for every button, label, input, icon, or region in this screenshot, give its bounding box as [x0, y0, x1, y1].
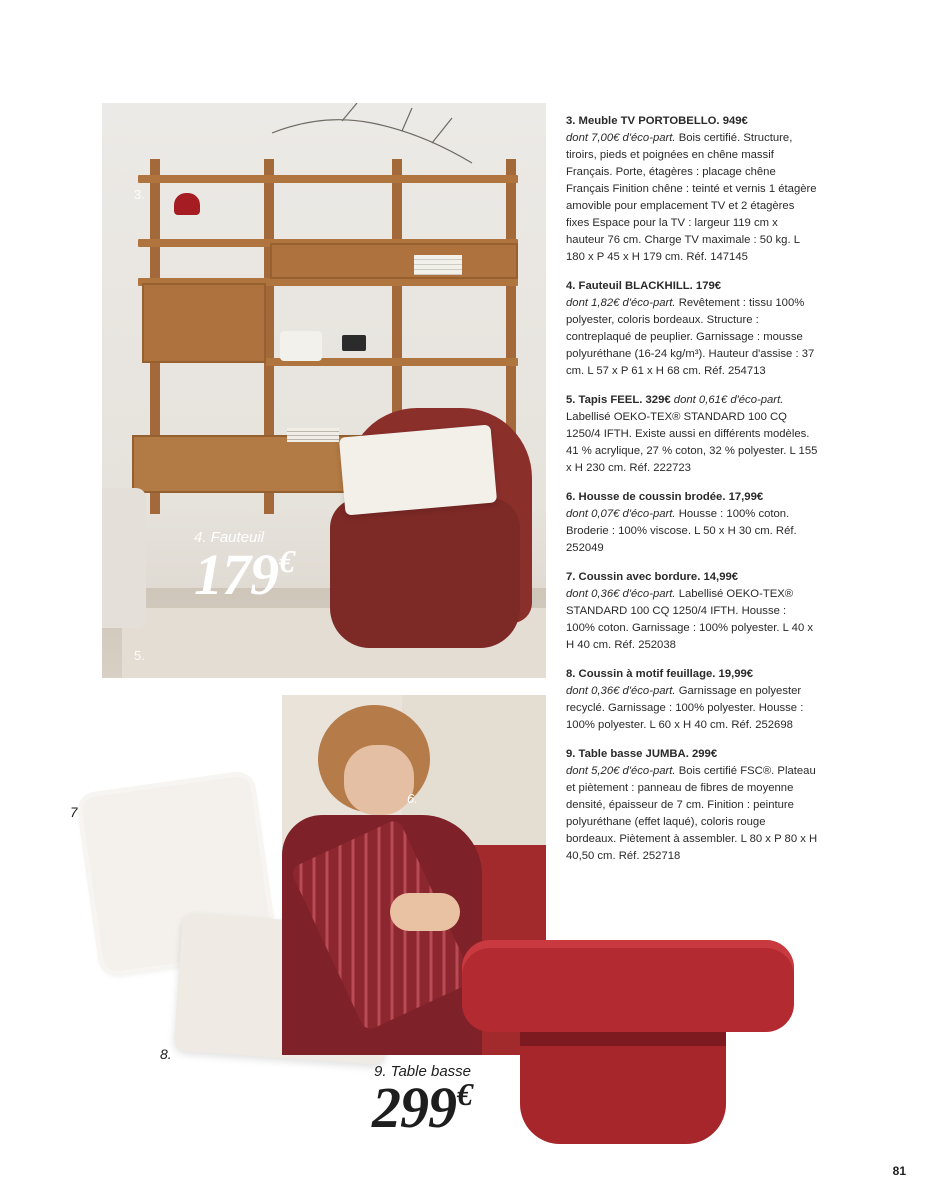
entry-eco-part: dont 0,07€ d'éco-part.	[566, 508, 676, 520]
child-face	[344, 745, 414, 815]
entry-title: 4. Fauteuil BLACKHILL. 179€	[566, 280, 722, 292]
entry-rug	[566, 392, 818, 477]
hand	[390, 893, 460, 931]
page-number: 81	[892, 1164, 906, 1178]
entry-desc: Housse : 100% coton. Broderie : 100% viscose. L 50 x H 30 cm. Réf. 252049	[566, 508, 797, 554]
entry-desc: Labellisé OEKO-TEX® STANDARD 100 CQ 1250/4 IFTH. Housse : 100% coton. Garnissage : 100% polyester. L 40 x H 40 cm. Réf. 252038	[566, 588, 814, 651]
entry-eco-part: dont 7,00€ d'éco-part.	[566, 132, 676, 144]
entry-coffee-table	[566, 746, 818, 865]
promo-table-label: 9. Table basse	[374, 1063, 472, 1080]
entry-title: 5. Tapis FEEL. 329€	[566, 394, 671, 406]
books	[287, 428, 339, 442]
item-label-3: 3.	[134, 187, 145, 202]
entry-desc: Revêtement : tissu 100% polyester, coloris bordeaux. Structure : contreplaqué de peuplier. Garnissage : mousse polyuréthane (16-24 kg/m³). Hauteur d'assise : 37 cm. L 57 x P 61 x H 68 cm. Réf. 254713	[566, 297, 815, 377]
entry-eco-part: dont 0,36€ d'éco-part.	[566, 588, 676, 600]
product-descriptions	[566, 113, 818, 877]
shelf-board	[138, 175, 518, 183]
entry-eco-part: dont 0,36€ d'éco-part.	[566, 685, 676, 697]
entry-title: 7. Coussin avec bordure. 14,99€	[566, 571, 739, 583]
entry-cushion-cover	[566, 489, 818, 557]
branch-decoration	[262, 103, 482, 173]
decor-box	[280, 331, 322, 361]
entry-leaf-cushion	[566, 666, 818, 734]
entry-title: 9. Table basse JUMBA. 299€	[566, 748, 718, 760]
entry-desc: Bois certifié FSC®. Plateau et piètement : panneau de fibres de moyenne densité, épaisseur de 7 cm. Finition : peinture polyuréthane (effet laqué), coloris rouge bordeaux. Piètement à assembler. L 80 x P 80 x H 40,50 cm. Réf. 252718	[566, 765, 818, 862]
entry-desc: Bois certifié. Structure, tiroirs, pieds et poignées en chêne massif Français. Porte, étagères : placage chêne Français Finition chêne : teinté et vernis 1 étagère amovible pour emplacement TV et 2 étagères fixes Espace pour la TV : largeur 119 cm x hauteur 76 cm. Charge TV maximale : 50 kg. L 180 x P 45 x H 179 cm. Réf. 147145	[566, 132, 817, 263]
entry-desc: Garnissage en polyester recyclé. Garnissage : 100% polyester. Housse : 100% polyester. L 60 x H 40 cm. Réf. 252698	[566, 685, 804, 731]
tv-console	[132, 435, 362, 493]
entry-tv-unit	[566, 113, 818, 266]
entry-eco-part: dont 5,20€ d'éco-part.	[566, 765, 676, 777]
entry-title: 8. Coussin à motif feuillage. 19,99€	[566, 668, 754, 680]
entry-border-cushion	[566, 569, 818, 654]
item-label-8: 8.	[160, 1046, 172, 1062]
armchair-seat	[330, 498, 520, 648]
entry-armchair	[566, 278, 818, 380]
entry-title: 6. Housse de coussin brodée. 17,99€	[566, 491, 764, 503]
item-label-6: 6.	[407, 791, 418, 806]
camera	[342, 335, 366, 351]
shelf-cabinet-door	[142, 283, 266, 363]
coffee-table-top	[462, 940, 794, 1032]
living-room-photo	[102, 103, 546, 678]
entry-eco-part: dont 0,61€ d'éco-part.	[670, 394, 784, 406]
entry-eco-part: dont 1,82€ d'éco-part.	[566, 297, 676, 309]
promo-armchair-label: 4. Fauteuil	[194, 529, 265, 546]
entry-desc: Labellisé OEKO-TEX® STANDARD 100 CQ 1250/4 IFTH. Existe aussi en différents modèles. 41 % acrylique, 27 % coton, 32 % polyester. L 155 x H 230 cm. Réf. 222723	[566, 411, 818, 474]
promo-table-price: 299€	[372, 1075, 472, 1140]
item-label-5: 5.	[134, 648, 145, 663]
red-lamp	[174, 193, 200, 215]
promo-armchair-price: 179€	[194, 542, 294, 607]
entry-title: 3. Meuble TV PORTOBELLO. 949€	[566, 115, 748, 127]
sofa	[102, 488, 146, 628]
item-label-7: 7.	[70, 804, 82, 820]
shelf-cabinet	[270, 243, 518, 279]
books	[414, 255, 462, 275]
armchair-cushion	[339, 425, 497, 516]
